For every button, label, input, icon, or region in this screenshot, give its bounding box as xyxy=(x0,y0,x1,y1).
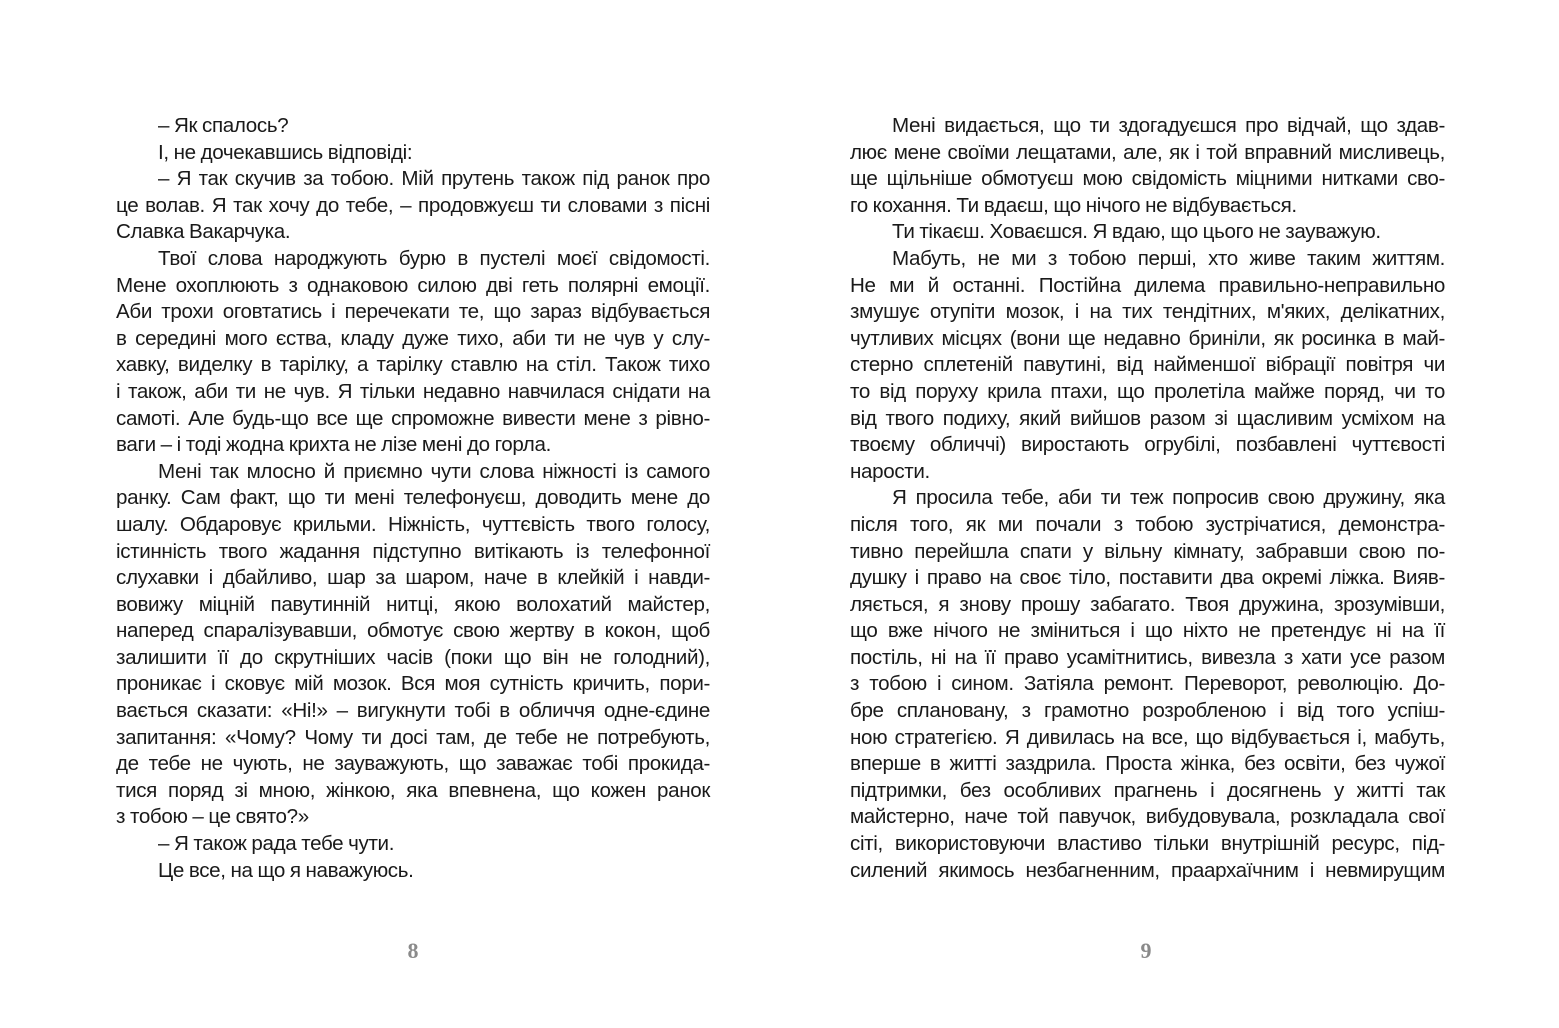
text-line: стерно сплетеній павутині, від найменшої вібрації повітря чи xyxy=(850,353,1445,377)
text-line: силений якимось незбагненним, праархаїчним і невмирущим xyxy=(850,858,1445,882)
text-line: істинність твого жадання підступно витікають із телефонної xyxy=(116,539,710,563)
text-line: твоєму обличчі) виростають огрубілі, позбавлені чуттєвості xyxy=(850,433,1445,457)
text-line: ною стратегією. Я дивилась на все, що відбувається і, мабуть, xyxy=(850,725,1445,749)
text-line: в середині мого єства, кладу дуже тихо, аби ти не чув у слу- xyxy=(116,326,710,350)
right-page-text xyxy=(850,113,1445,884)
text-line: Я просила тебе, аби ти теж попросив свою дружину, яка xyxy=(892,486,1445,510)
text-line: це волав. Я так хочу до тебе, – продовжуєш ти словами з пісні xyxy=(116,193,710,217)
text-line: змушує отупіти мозок, і на тих тендітних, м'яких, делікатних, xyxy=(850,300,1445,324)
text-line: лює мене своїми лещатами, але, як і той вправний мисливець, xyxy=(850,140,1445,164)
left-page-text xyxy=(116,113,710,884)
text-line: ляється, я знову прошу забагато. Твоя дружина, зрозумівши, xyxy=(850,592,1445,616)
text-line: що вже нічого не зміниться і що ніхто не претендує ні на її xyxy=(850,619,1445,643)
text-line: після того, як ми почали з тобою зустрічатися, демонстра- xyxy=(850,512,1445,536)
text-line: тивно перейшла спати у вільну кімнату, забравши свою по- xyxy=(850,539,1445,563)
text-line: і також, аби ти не чув. Я тільки недавно навчилася снідати на xyxy=(116,379,710,403)
text-line: ваги – і тоді жодна крихта не лізе мені до горла. xyxy=(116,433,551,457)
text-line: з тобою і сином. Затіяла ремонт. Переворот, революцію. До- xyxy=(850,672,1445,696)
text-line: Аби трохи оговтатись і перечекати те, що зараз відбувається xyxy=(116,300,710,324)
text-line: Мені так млосно й приємно чути слова ніжності із самого xyxy=(158,459,710,483)
text-line: го кохання. Ти вдаєш, що нічого не відбувається. xyxy=(850,193,1297,217)
text-line: майстерно, наче той павучок, вибудовувала, розкладала свої xyxy=(850,805,1445,829)
text-line: – Як спалось? xyxy=(158,114,289,137)
text-line: наперед спаралізувавши, обмотує свою жертву в кокон, щоб xyxy=(116,619,710,643)
text-line: вовижу міцній павутинній нитці, якою волохатий майстер, xyxy=(116,592,710,616)
text-line: нарости. xyxy=(850,459,930,483)
text-line: Мабуть, не ми з тобою перші, хто живе таким життям. xyxy=(892,246,1445,270)
text-line: бре сплановану, з грамотно розробленою і від того успіш- xyxy=(850,699,1445,723)
text-line: Не ми й останні. Постійна дилема правильно-неправильно xyxy=(850,273,1445,297)
text-line: від твого подиху, який вийшов разом зі щасливим усміхом на xyxy=(850,406,1445,430)
text-line: проникає і сковує мій мозок. Вся моя сутність кричить, пори- xyxy=(116,672,710,696)
text-line: запитання: «Чому? Чому ти досі там, де тебе не потребують, xyxy=(116,725,710,749)
text-line: де тебе не чують, не зауважують, що заважає тобі прокида- xyxy=(116,752,710,776)
text-line: Мені видається, що ти здогадуєшся про відчай, що здав- xyxy=(892,114,1445,137)
right-page xyxy=(780,0,1559,1028)
text-line: Твої слова народжують бурю в пустелі моєї свідомості. xyxy=(158,246,710,270)
text-line: ще щільніше обмотуєш мою свідомість міцними нитками сво- xyxy=(850,167,1445,191)
text-line: хавку, виделку в тарілку, а тарілку ставлю на стіл. Також тихо xyxy=(116,353,710,377)
text-line: Мене охоплюють з однаковою силою дві геть полярні емоції. xyxy=(116,273,710,297)
page-number: 9 xyxy=(1140,938,1152,963)
text-line: чутливих місцях (вони ще недавно бриніли, як росинка в май- xyxy=(850,326,1445,350)
text-line: то від поруху крила птахи, що пролетіла майже поряд, чи то xyxy=(850,379,1445,403)
text-line: тися поряд зі мною, жінкою, яка впевнена, що кожен ранок xyxy=(116,778,710,802)
text-line: залишити її до скрутніших часів (поки що він не голодний), xyxy=(116,645,710,669)
text-line: вається сказати: «Ні!» – вигукнути тобі в обличчя одне-єдине xyxy=(116,699,710,723)
text-line: постіль, ні на її право усамітнитись, вивезла з хати усе разом xyxy=(850,645,1445,669)
text-line: самоті. Але будь-що все ще спроможне вивести мене з рівно- xyxy=(116,406,710,430)
text-line: з тобою – це свято?» xyxy=(116,805,309,829)
text-line: – Я так скучив за тобою. Мій прутень також під ранок про xyxy=(158,167,710,191)
text-line: слухавки і дбайливо, шар за шаром, наче в клейкій і навди- xyxy=(116,566,710,590)
text-line: Ти тікаєш. Ховаєшся. Я вдаю, що цього не зауважую. xyxy=(892,220,1381,244)
text-line: І, не дочекавшись відповіді: xyxy=(158,140,413,164)
text-line: шалу. Обдаровує крильми. Ніжність, чуттєвість твого голосу, xyxy=(116,512,710,536)
text-line: душку і право на своє тіло, поставити два окремі ліжка. Вияв- xyxy=(850,566,1445,590)
page-number: 8 xyxy=(407,938,419,963)
text-line: ранку. Сам факт, що ти мені телефонуєш, доводить мене до xyxy=(116,486,710,510)
text-line: – Я також рада тебе чути. xyxy=(158,832,395,856)
text-line: підтримки, без особливих прагнень і досягнень у житті так xyxy=(850,778,1445,802)
text-line: Це все, на що я наважуюсь. xyxy=(158,858,414,882)
text-line: сіті, використовуючи властиво тільки внутрішній ресурс, під- xyxy=(850,832,1445,856)
text-line: вперше в житті заздрила. Проста жінка, без освіти, без чужої xyxy=(850,752,1445,776)
text-line: Славка Вакарчука. xyxy=(116,220,291,244)
